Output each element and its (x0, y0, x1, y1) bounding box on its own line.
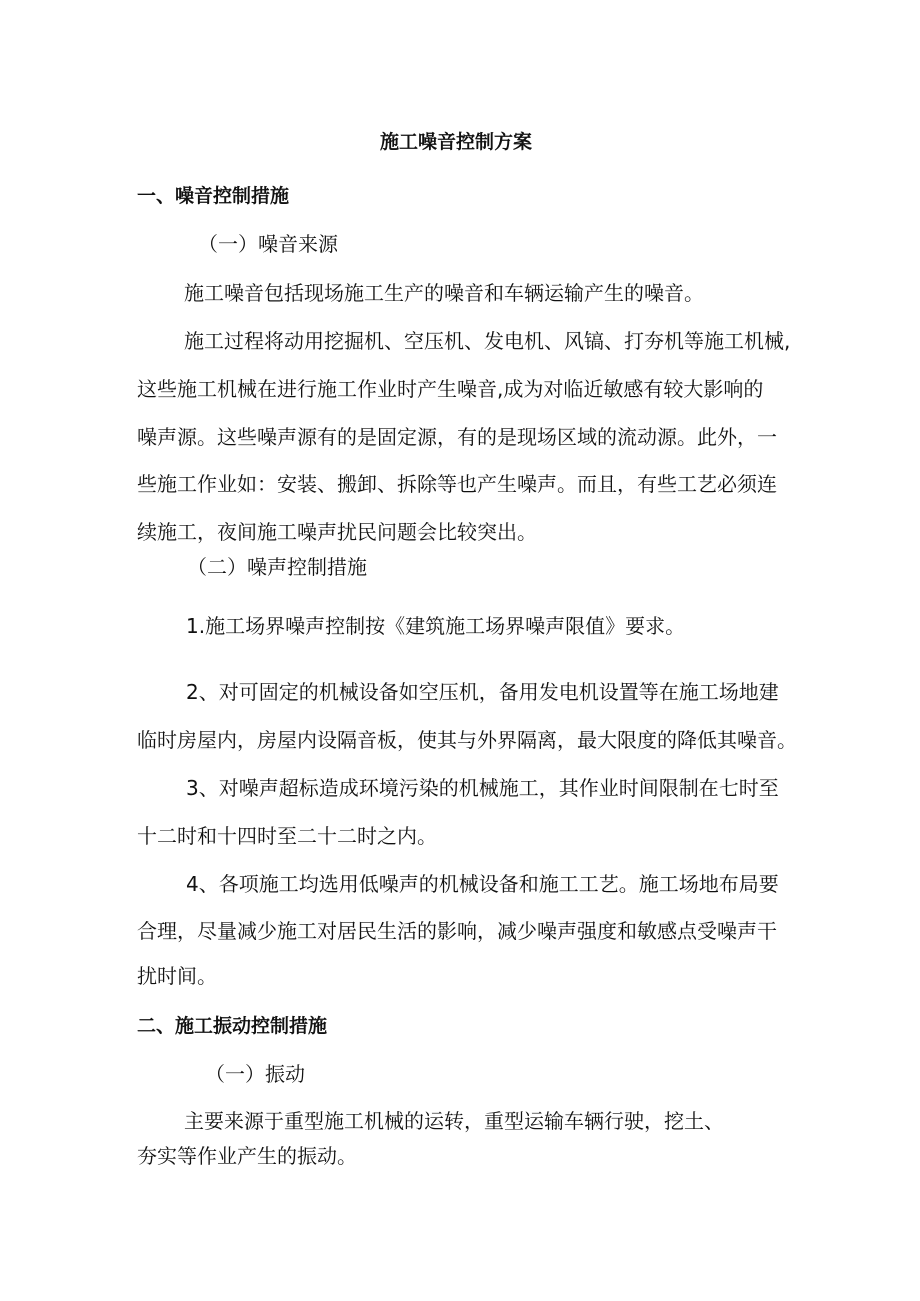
document-title: 施工噪音控制方案 (380, 131, 533, 153)
list-item: 1.施工场界噪声控制按《建筑施工场界噪声限值》要求。 (186, 614, 686, 638)
paragraph-line: 这些施工机械在进行施工作业时产生噪音,成为对临近敏感有较大影响的 (137, 377, 764, 401)
section-1-heading: 一、噪音控制措施 (137, 185, 290, 207)
subsection-1-1-heading: （一）噪音来源 (198, 232, 338, 256)
list-item-line: 扰时间。 (137, 964, 217, 988)
paragraph-line: 施工过程将动用挖掘机、空压机、发电机、风镐、打夯机等施工机械, (184, 329, 791, 353)
paragraph-line: 些施工作业如：安装、搬卸、拆除等也产生噪声。而且，有些工艺必须连 (137, 472, 777, 496)
section-2-heading: 二、施工振动控制措施 (137, 1015, 328, 1037)
paragraph-line: 噪声源。这些噪声源有的是固定源，有的是现场区域的流动源。此外，一 (137, 425, 777, 449)
paragraph-line: 主要来源于重型施工机械的运转，重型运输车辆行驶，挖土、 (184, 1109, 724, 1133)
subsection-2-1-heading: （一）振动 (205, 1062, 305, 1086)
list-item-line: 临时房屋内，房屋内设隔音板，使其与外界隔离，最大限度的降低其噪音。 (137, 728, 797, 752)
list-item-line: 4、各项施工均选用低噪声的机械设备和施工工艺。施工场地布局要 (186, 872, 779, 896)
paragraph-line: 续施工，夜间施工噪声扰民问题会比较突出。 (137, 520, 537, 544)
subsection-1-2-heading: （二）噪声控制措施 (187, 555, 367, 579)
paragraph-line: 夯实等作业产生的振动。 (137, 1144, 357, 1168)
list-item-line: 3、对噪声超标造成环境污染的机械施工，其作业时间限制在七时至 (186, 776, 779, 800)
list-item-line: 十二时和十四时至二十二时之内。 (137, 824, 437, 848)
paragraph: 施工噪音包括现场施工生产的噪音和车辆运输产生的噪音。 (184, 281, 704, 305)
list-item-line: 2、对可固定的机械设备如空压机，备用发电机设置等在施工场地建 (186, 680, 779, 704)
list-item-line: 合理，尽量减少施工对居民生活的影响，减少噪声强度和敏感点受噪声干 (137, 919, 777, 943)
